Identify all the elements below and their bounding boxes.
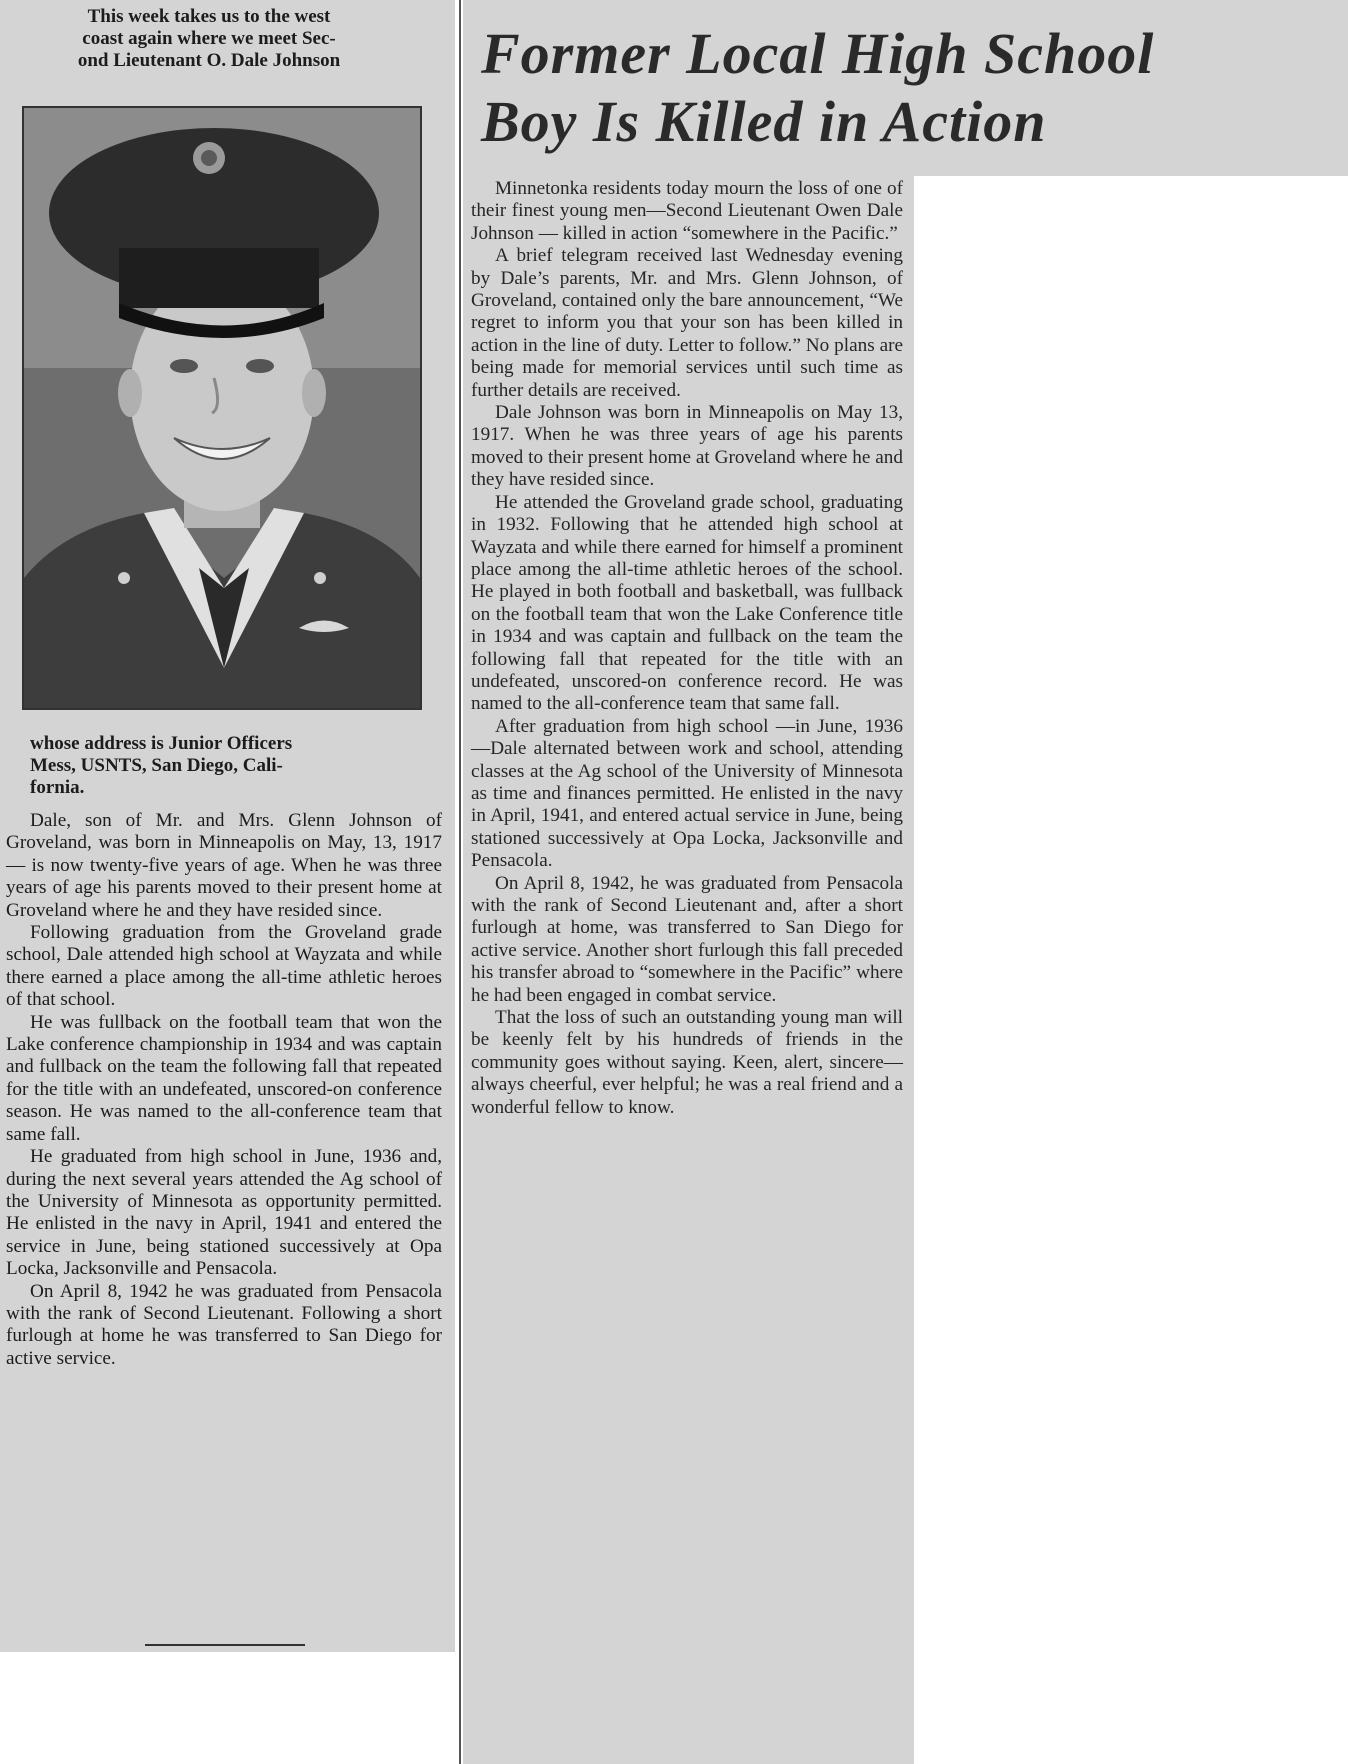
left-clipping: [0, 0, 455, 1652]
caption-line: Mess, USNTS, San Diego, Cali-: [30, 755, 283, 776]
intro-text: [10, 6, 408, 72]
intro-line: coast again where we meet Sec-: [82, 28, 336, 49]
headline: [481, 20, 1341, 156]
headline-line: Boy Is Killed in Action: [481, 89, 1047, 154]
paragraph: Following graduation from the Groveland grade school, Dale attended high school at Wayzata and while there earned a place among the all-time athletic heroes of that school.: [6, 922, 442, 1011]
headline-band: [463, 0, 1348, 176]
portrait-illustration: [24, 108, 420, 708]
paragraph: On April 8, 1942, he was graduated from Pensacola with the rank of Second Lieutenant and, after a short furlough at home, was transferred to San Diego for active service. Another short furlough this fall preceded his transfer abroad to “somewhere in the Pacific” where he had been engaged in combat service.: [471, 872, 903, 1006]
caption-line: fornia.: [30, 777, 85, 798]
column-rule: [459, 0, 461, 1764]
headline-line: Former Local High School: [481, 21, 1155, 86]
end-rule: [145, 1644, 305, 1646]
paragraph: He attended the Groveland grade school, graduating in 1932. Following that he attended high school at Wayzata and while there earned for himself a prominent place among the all-time athletic heroes of the school. He played in both football and basketball, was fullback on the football team that won the Lake Conference title in 1934 and was captain and fullback on the team the following fall that repeated for the title with an undefeated, unscored-on conference record. He was named to the all-conference team that same fall.: [471, 491, 903, 715]
photo-caption: [30, 733, 410, 799]
paragraph: He was fullback on the football team that won the Lake conference championship in 1934 and was captain and fullback on the team the following fall that repeated for the title with an undefeated, unscored-on conference season. He was named to the all-conference team that same fall.: [6, 1011, 442, 1145]
intro-line: This week takes us to the west: [87, 6, 331, 27]
paragraph: He graduated from high school in June, 1936 and, during the next several years attended the Ag school of the University of Minnesota as opportunity permitted. He enlisted in the navy in April, 1941 and entered the service in June, being stationed successively at Opa Locka, Jacksonville and Pensacola.: [6, 1146, 442, 1280]
paragraph: Minnetonka residents today mourn the loss of one of their finest young men—Second Lieutenant Owen Dale Johnson — killed in action “somewhere in the Pacific.”: [471, 178, 903, 244]
paragraph: Dale, son of Mr. and Mrs. Glenn Johnson of Groveland, was born in Minneapolis on May, 13, 1917 — is now twenty-five years of age. When he was three years of age his parents moved to their present home at Groveland where he and they have resided since.: [6, 810, 442, 921]
left-article-body: [6, 810, 442, 1370]
caption-line: whose address is Junior Officers: [30, 733, 293, 754]
paragraph: After graduation from high school —in June, 1936—Dale alternated between work and school, attending classes at the Ag school of the University of Minnesota as time and finances permitted. He enlisted in the navy in April, 1941, and entered actual service in June, being stationed successively at Opa Locka, Jacksonville and Pensacola.: [471, 715, 903, 872]
officer-portrait-photo: [22, 106, 422, 710]
intro-line: ond Lieutenant O. Dale Johnson: [77, 50, 341, 71]
right-clipping: [463, 176, 914, 1764]
paragraph: A brief telegram received last Wednesday evening by Dale’s parents, Mr. and Mrs. Glenn Johnson, of Groveland, contained only the bare announcement, “We regret to inform you that your son has been killed in action in the line of duty. Letter to follow.” No plans are being made for memorial services until such time as further details are received.: [471, 245, 903, 401]
right-article-body: [471, 178, 903, 1119]
paragraph: Dale Johnson was born in Minneapolis on May 13, 1917. When he was three years of age his parents moved to their present home at Groveland where he and they have resided since.: [471, 402, 903, 491]
paragraph: That the loss of such an outstanding young man will be keenly felt by his hundreds of friends in the community goes without saying. Keen, alert, sincere—always cheerful, ever helpful; he was a real friend and a wonderful fellow to know.: [471, 1007, 903, 1118]
paragraph: On April 8, 1942 he was graduated from Pensacola with the rank of Second Lieutenant. Following a short furlough at home he was transferred to San Diego for active service.: [6, 1280, 442, 1369]
